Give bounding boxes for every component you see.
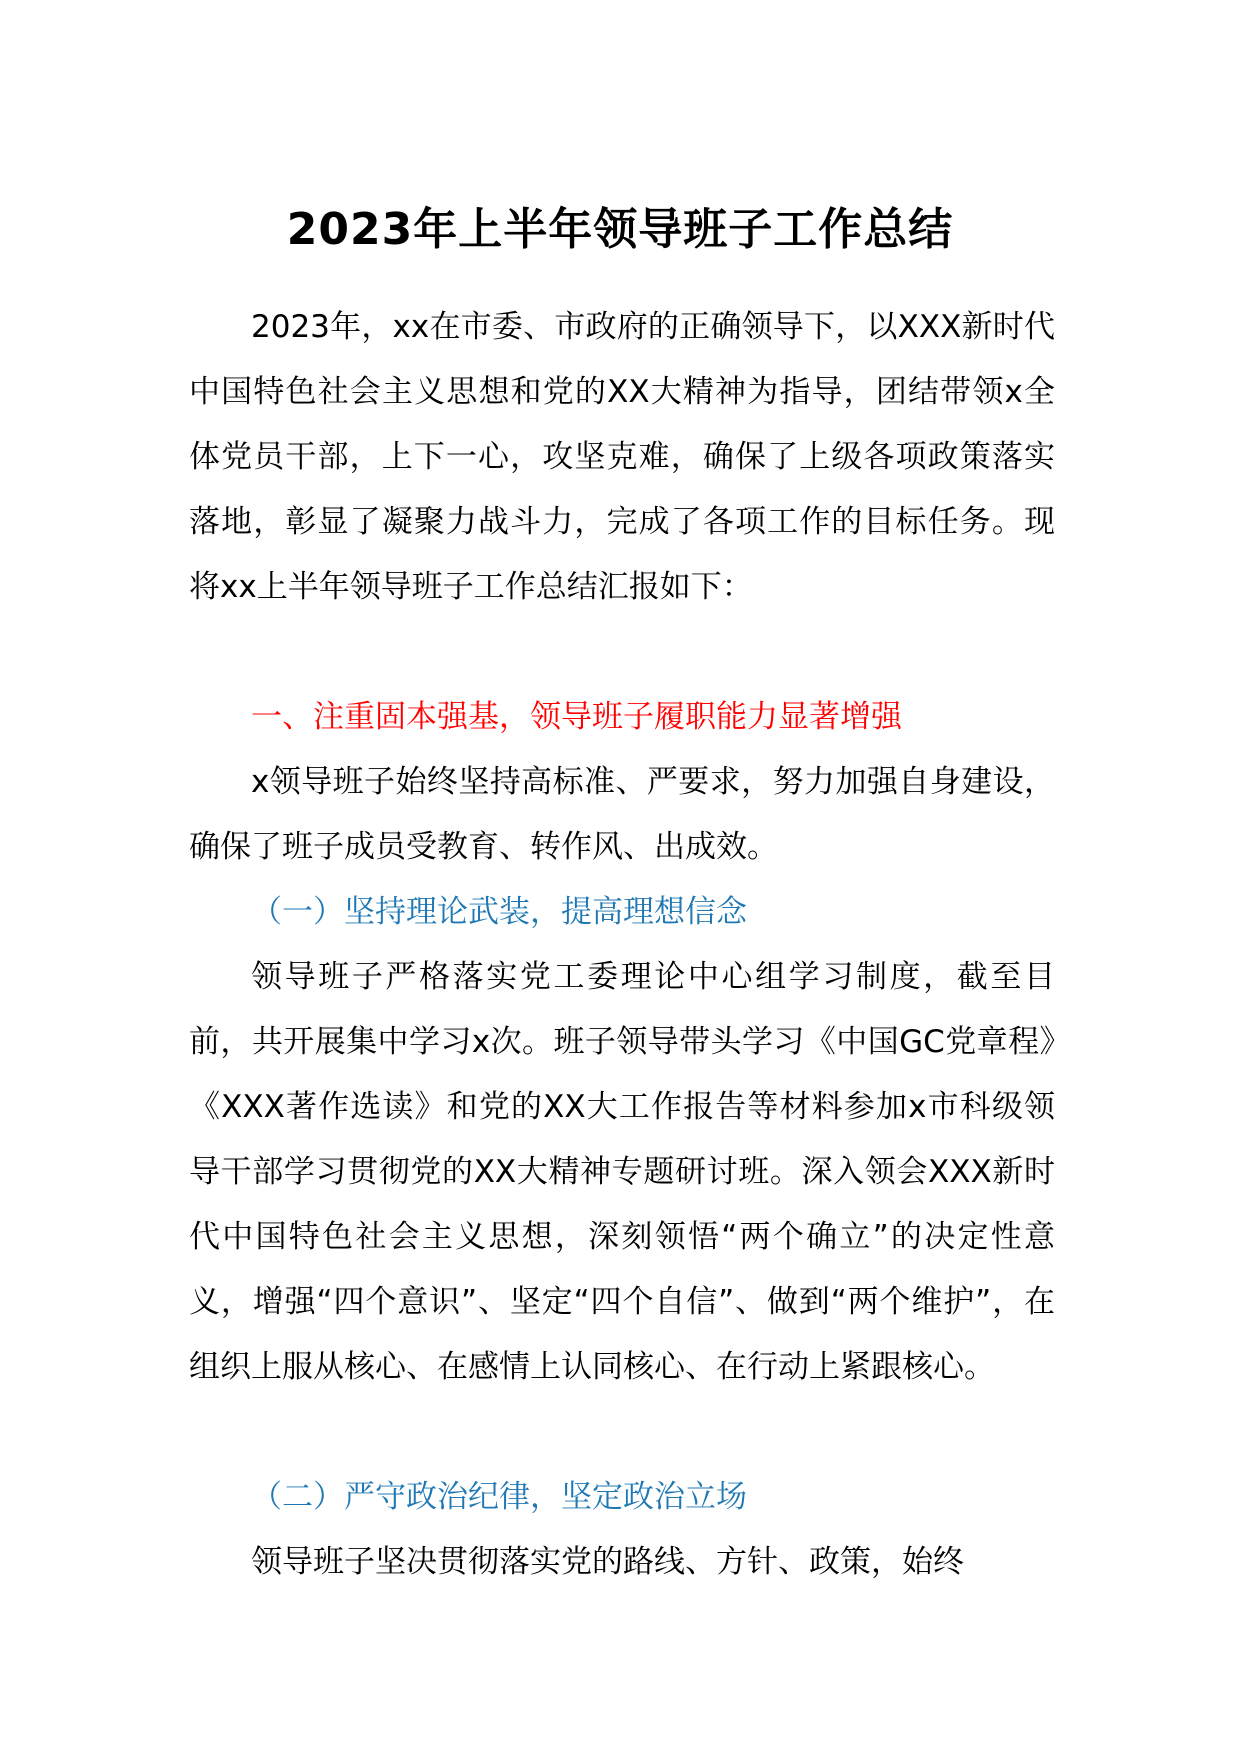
subsection-heading-2: （二）严守政治纪律，坚定政治立场	[251, 1479, 747, 1515]
section-1-paragraph: x领导班子始终坚持高标准、严要求，努力加强自身建设，确保了班子成员受教育、转作风、出成效。	[189, 764, 1055, 865]
document-title: 2023年上半年领导班子工作总结	[286, 204, 954, 255]
subsection-heading-1: （一）坚持理论武装，提高理想信念	[251, 894, 747, 930]
subsection-1-paragraph: 领导班子严格落实党工委理论中心组学习制度，截至目前，共开展集中学习x次。班子领导带头学习《中国GC党章程》《XXX著作选读》和党的XX大工作报告等材料参加x市科级领导干部学习贯彻党的XX大精神专题研讨班。深入领会XXX新时代中国特色社会主义思想，深刻领悟“两个确立”的决定性意义，增强“四个意识”、坚定“四个自信”、做到“两个维护”，在组织上服从核心、在感情上认同核心、在行动上紧跟核心。	[189, 959, 1055, 1385]
section-heading-1: 一、注重固本强基，领导班子履职能力显著增强	[251, 699, 902, 735]
subsection-2-paragraph: 领导班子坚决贯彻落实党的路线、方针、政策，始终	[251, 1544, 964, 1580]
intro-paragraph: 2023年，xx在市委、市政府的正确领导下，以XXX新时代中国特色社会主义思想和党的XX大精神为指导，团结带领x全体党员干部，上下一心，攻坚克难，确保了上级各项政策落实落地，彰显了凝聚力战斗力，完成了各项工作的目标任务。现将xx上半年领导班子工作总结汇报如下：	[189, 309, 1055, 605]
